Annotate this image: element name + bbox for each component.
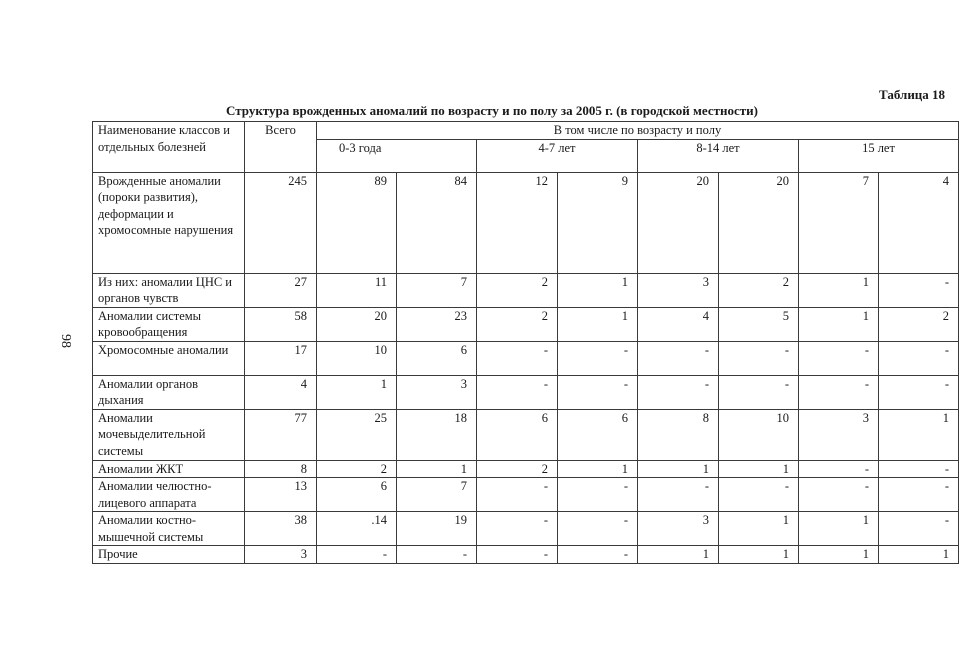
row-value-cell: 25 <box>317 409 397 460</box>
age-group-8-14: 8-14 лет <box>638 139 799 172</box>
row-value-cell: - <box>477 478 558 512</box>
row-total-cell: 17 <box>245 341 317 375</box>
row-value-cell: 19 <box>397 512 477 546</box>
table-title: Структура врожденных аномалий по возрасту и по полу за 2005 г. (в городской местности) <box>226 103 758 118</box>
row-value-cell: - <box>477 341 558 375</box>
row-name-cell: Аномалии ЖКТ <box>93 460 245 478</box>
row-value-cell: 20 <box>719 172 799 273</box>
row-value-cell: 3 <box>799 409 879 460</box>
row-value-cell: 6 <box>477 409 558 460</box>
row-value-cell: 1 <box>638 546 719 564</box>
table-row <box>93 273 959 307</box>
row-name-cell: Хромосомные аномалии <box>93 341 245 375</box>
header-row-1 <box>93 122 959 140</box>
row-value-cell: 1 <box>719 512 799 546</box>
row-value-cell: 1 <box>558 273 638 307</box>
row-value-cell: - <box>558 512 638 546</box>
row-total-cell: 38 <box>245 512 317 546</box>
row-value-cell: 23 <box>397 307 477 341</box>
row-value-cell: 1 <box>799 546 879 564</box>
row-value-cell: 12 <box>477 172 558 273</box>
row-value-cell: 3 <box>638 273 719 307</box>
row-value-cell: 4 <box>638 307 719 341</box>
row-total-cell: 3 <box>245 546 317 564</box>
row-value-cell: - <box>879 375 959 409</box>
table-row <box>93 409 959 460</box>
row-value-cell: - <box>638 341 719 375</box>
row-value-cell: 7 <box>397 478 477 512</box>
row-name-cell: Аномалии мочевыделительной системы <box>93 409 245 460</box>
row-value-cell: - <box>879 341 959 375</box>
row-value-cell: 1 <box>719 546 799 564</box>
row-value-cell: - <box>879 460 959 478</box>
row-value-cell: 2 <box>317 460 397 478</box>
row-total-cell: 13 <box>245 478 317 512</box>
row-value-cell: - <box>558 375 638 409</box>
row-value-cell: 1 <box>558 460 638 478</box>
table-row <box>93 307 959 341</box>
table-row <box>93 478 959 512</box>
row-name-cell: Аномалии костно-мышечной системы <box>93 512 245 546</box>
row-value-cell: 1 <box>879 409 959 460</box>
row-value-cell: 1 <box>799 273 879 307</box>
row-value-cell: 6 <box>317 478 397 512</box>
row-value-cell: 7 <box>397 273 477 307</box>
row-name-cell: Из них: аномалии ЦНС и органов чувств <box>93 273 245 307</box>
row-name-cell: Аномалии челюстно-лицевого аппарата <box>93 478 245 512</box>
row-value-cell: - <box>879 512 959 546</box>
row-value-cell: 20 <box>638 172 719 273</box>
row-value-cell: - <box>317 546 397 564</box>
row-value-cell: - <box>477 512 558 546</box>
row-value-cell: - <box>558 341 638 375</box>
row-value-cell: - <box>799 460 879 478</box>
row-value-cell: 1 <box>638 460 719 478</box>
header-group-cell: В том числе по возрасту и полу <box>317 122 959 140</box>
row-value-cell: 3 <box>397 375 477 409</box>
row-value-cell: 4 <box>879 172 959 273</box>
table-row <box>93 546 959 564</box>
table-row <box>93 512 959 546</box>
row-value-cell: 6 <box>558 409 638 460</box>
row-value-cell: - <box>397 546 477 564</box>
row-value-cell: 1 <box>397 460 477 478</box>
row-value-cell: 18 <box>397 409 477 460</box>
age-group-15: 15 лет <box>799 139 959 172</box>
row-value-cell: 1 <box>799 512 879 546</box>
row-value-cell: 11 <box>317 273 397 307</box>
anomalies-table <box>92 121 959 564</box>
row-name-cell: Аномалии органов дыхания <box>93 375 245 409</box>
row-value-cell: 2 <box>477 307 558 341</box>
row-value-cell: 1 <box>558 307 638 341</box>
row-value-cell: 7 <box>799 172 879 273</box>
table-row <box>93 460 959 478</box>
row-value-cell: 1 <box>879 546 959 564</box>
row-value-cell: - <box>719 375 799 409</box>
header-name-cell: Наименование классов и отдельных болезней <box>93 122 245 173</box>
row-value-cell: 6 <box>397 341 477 375</box>
row-value-cell: - <box>638 478 719 512</box>
row-total-cell: 58 <box>245 307 317 341</box>
table-row <box>93 172 959 273</box>
row-value-cell: - <box>879 478 959 512</box>
row-value-cell: - <box>558 546 638 564</box>
row-value-cell: 1 <box>317 375 397 409</box>
row-value-cell: 3 <box>638 512 719 546</box>
row-value-cell: .14 <box>317 512 397 546</box>
row-name-cell: Прочие <box>93 546 245 564</box>
row-value-cell: - <box>879 273 959 307</box>
row-value-cell: 1 <box>719 460 799 478</box>
row-total-cell: 4 <box>245 375 317 409</box>
row-value-cell: - <box>719 341 799 375</box>
row-value-cell: 89 <box>317 172 397 273</box>
row-total-cell: 27 <box>245 273 317 307</box>
table-row <box>93 341 959 375</box>
row-value-cell: 84 <box>397 172 477 273</box>
row-value-cell: 1 <box>799 307 879 341</box>
row-value-cell: 9 <box>558 172 638 273</box>
row-total-cell: 8 <box>245 460 317 478</box>
row-value-cell: - <box>799 478 879 512</box>
row-total-cell: 245 <box>245 172 317 273</box>
table-number-label: Таблица 18 <box>879 87 946 102</box>
row-value-cell: 2 <box>477 273 558 307</box>
row-value-cell: - <box>477 546 558 564</box>
age-group-4-7: 4-7 лет <box>477 139 638 172</box>
row-value-cell: - <box>558 478 638 512</box>
row-value-cell: 2 <box>477 460 558 478</box>
row-name-cell: Аномалии системы кровообращения <box>93 307 245 341</box>
row-value-cell: 20 <box>317 307 397 341</box>
table-row <box>93 375 959 409</box>
row-value-cell: - <box>477 375 558 409</box>
row-name-cell: Врожденные аномалии (пороки развития), деформации и хромосомные нарушения <box>93 172 245 273</box>
row-value-cell: 2 <box>879 307 959 341</box>
row-value-cell: 10 <box>719 409 799 460</box>
row-value-cell: - <box>799 375 879 409</box>
row-value-cell: - <box>638 375 719 409</box>
row-total-cell: 77 <box>245 409 317 460</box>
row-value-cell: - <box>799 341 879 375</box>
row-value-cell: 10 <box>317 341 397 375</box>
age-group-0-3: 0-3 года <box>317 139 477 172</box>
row-value-cell: 8 <box>638 409 719 460</box>
page-number: 98 <box>58 334 73 348</box>
header-total-cell: Всего <box>245 122 317 173</box>
row-value-cell: 2 <box>719 273 799 307</box>
row-value-cell: - <box>719 478 799 512</box>
row-value-cell: 5 <box>719 307 799 341</box>
